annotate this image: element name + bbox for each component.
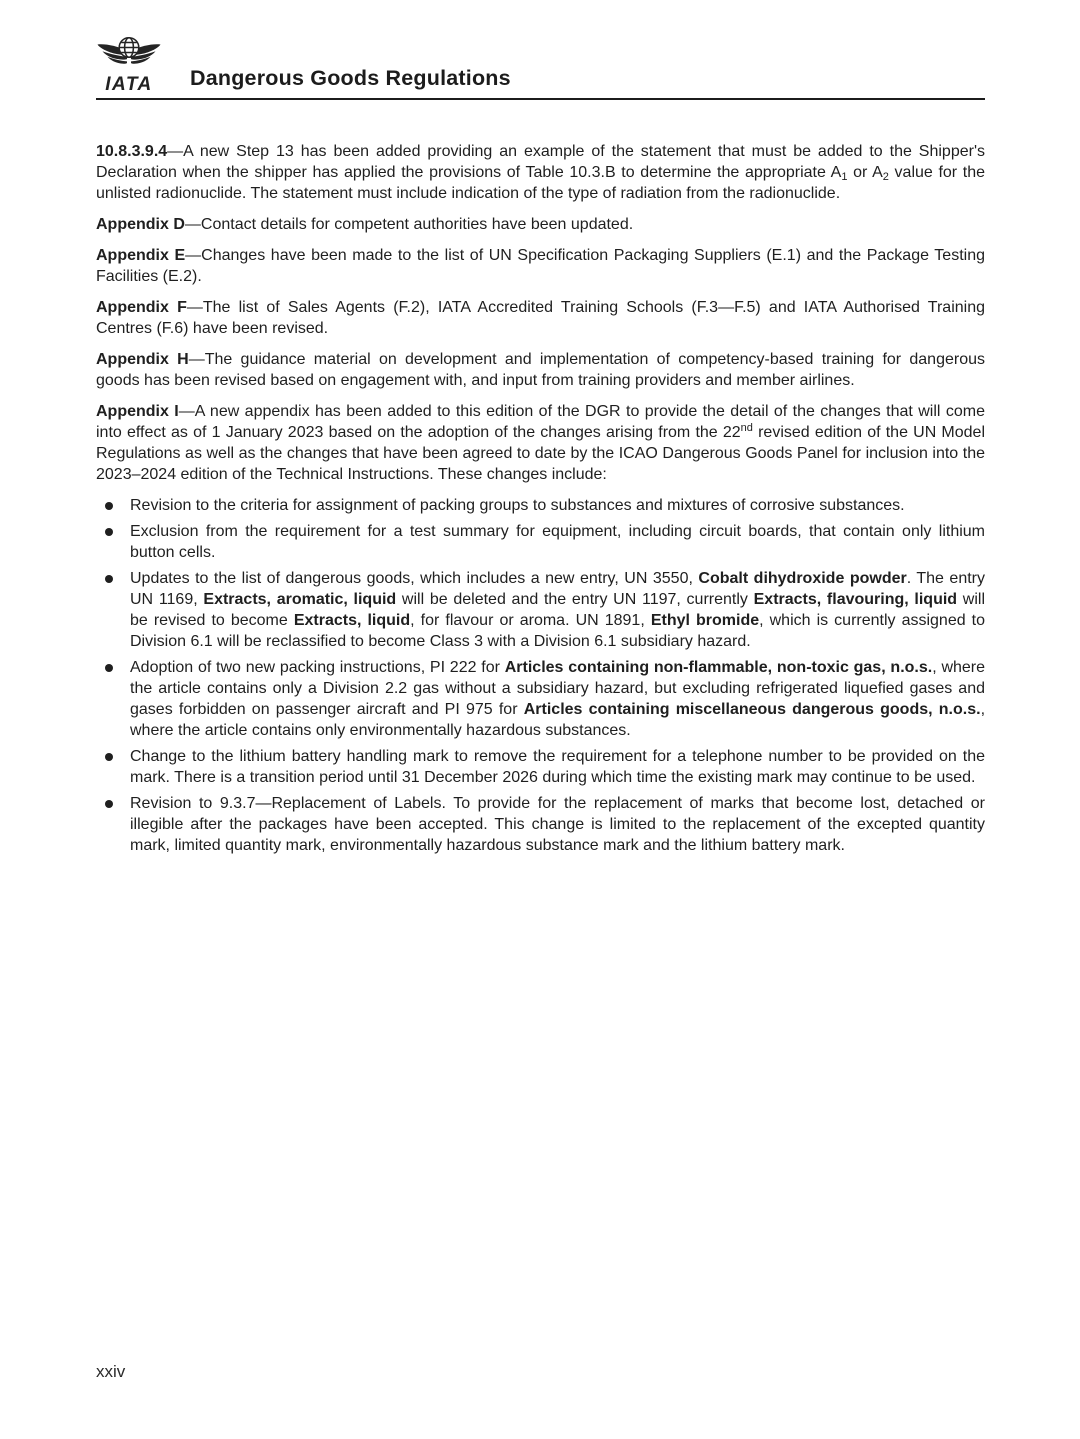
header-rule <box>96 98 985 100</box>
text-segment: Updates to the list of dangerous goods, which includes a new entry, UN 3550, <box>130 570 699 587</box>
text-segment: nd <box>740 422 753 434</box>
bullet-text <box>130 793 985 856</box>
text-segment: —A new appendix has been added to this edition of the DGR to provide the detail of the changes that will come into effect as of 1 January 2023 based on the adoption of the changes arising from the 22 <box>96 403 985 441</box>
text-segment: , where the article contains only environmentally hazardous substances. <box>130 701 986 739</box>
bullet-item <box>96 495 985 516</box>
bullet-icon <box>105 800 113 808</box>
paragraph <box>96 349 985 391</box>
text-segment: —The list of Sales Agents (F.2), IATA Accredited Training Schools (F.3—F.5) and IATA Authorised Training Centres (F.6) have been revised. <box>96 299 986 337</box>
paragraph <box>96 245 985 287</box>
bullet-item <box>96 521 985 563</box>
text-segment: , where the article contains only a Division 2.2 gas without a subsidiary hazard, but excluding refrigerated liquefied gases and gases forbidden on passenger aircraft and PI 975 for <box>130 659 986 718</box>
bullet-icon <box>105 528 113 536</box>
text-segment: Change to the lithium battery handling mark to remove the requirement for a telephone number to be provided on the mark. There is a transition period until 31 December 2026 during which time the existing mark may continue to be used. <box>130 748 985 786</box>
text-segment-bold: Appendix I <box>96 403 179 420</box>
text-segment: 2 <box>882 171 889 183</box>
bullet-icon <box>105 664 113 672</box>
bullet-text <box>130 657 985 741</box>
text-segment: Revision to 9.3.7—Replacement of Labels. To provide for the replacement of marks that become lost, detached or illegible after the packages have been accepted. This change is limited to the replacement of the excepted quantity mark, limited quantity mark, environmentally hazardous substance mark and the lithium battery mark. <box>130 795 985 854</box>
text-segment-bold: Extracts, flavouring, liquid <box>753 591 958 608</box>
iata-logo-text: IATA <box>105 74 153 95</box>
text-segment: or A <box>847 164 883 181</box>
content-area <box>96 0 985 861</box>
bullet-text <box>130 746 985 788</box>
text-segment-bold: 10.8.3.9.4 <box>96 143 168 160</box>
text-segment: value for the unlisted radionuclide. The statement must include indication of the type of radiation from the radionuclide. <box>96 164 985 202</box>
bullet-text <box>130 568 985 652</box>
text-segment: —A new Step 13 has been added providing an example of the statement that must be added to the Shipper's Declaration when the shipper has applied the provisions of Table 10.3.B to determine the appropriate A <box>96 143 985 181</box>
text-segment: —Changes have been made to the list of UN Specification Packaging Suppliers (E.1) and the Package Testing Facilities (E.2). <box>96 247 985 285</box>
bullet-icon <box>105 575 113 583</box>
text-segment: will be revised to become <box>130 591 986 629</box>
paragraph <box>96 297 985 339</box>
bullet-icon <box>105 502 113 510</box>
text-segment: 1 <box>841 171 848 183</box>
text-segment: . The entry UN 1169, <box>130 570 986 608</box>
text-segment-bold: Appendix H <box>96 351 189 368</box>
text-segment-bold: Ethyl bromide <box>650 612 760 629</box>
text-segment-bold: Appendix F <box>96 299 187 316</box>
text-segment-bold: Extracts, aromatic, liquid <box>203 591 397 608</box>
text-segment: —The guidance material on development and implementation of competency-based training for dangerous goods has been revised based on engagement with, and input from training providers and member airlines. <box>96 351 985 389</box>
document-body <box>96 141 985 856</box>
paragraph <box>96 141 985 204</box>
bullet-item <box>96 657 985 741</box>
text-segment-bold: Appendix E <box>96 247 186 264</box>
text-segment: Adoption of two new packing instructions, PI 222 for <box>130 659 505 676</box>
bullet-item <box>96 568 985 652</box>
iata-wings-globe-icon <box>96 36 162 74</box>
page-title: Dangerous Goods Regulations <box>190 66 511 90</box>
iata-logo <box>96 36 162 94</box>
text-segment: , for flavour or aroma. UN 1891, <box>410 612 651 629</box>
bullet-item <box>96 793 985 856</box>
page-header <box>96 0 985 94</box>
text-segment-bold: Appendix D <box>96 216 185 233</box>
bullet-icon <box>105 753 113 761</box>
text-segment: , which is currently assigned to Division 6.1 will be reclassified to become Class 3 with a Division 6.1 subsidiary hazard. <box>130 612 986 650</box>
text-segment: revised edition of the UN Model Regulations as well as the changes that have been agreed to date by the ICAO Dangerous Goods Panel for inclusion into the 2023–2024 edition of the Technical Instructions. These changes include: <box>96 424 986 483</box>
paragraph <box>96 214 985 235</box>
text-segment-bold: Extracts, liquid <box>293 612 411 629</box>
text-segment-bold: Cobalt dihydroxide powder <box>698 570 907 587</box>
text-segment: will be deleted and the entry UN 1197, currently <box>396 591 754 608</box>
text-segment-bold: Articles containing non-flammable, non-toxic gas, n.o.s. <box>504 659 933 676</box>
page-number: xxiv <box>96 1362 126 1381</box>
bullet-text <box>130 521 985 563</box>
paragraph <box>96 401 985 485</box>
text-segment: Exclusion from the requirement for a test summary for equipment, including circuit boards, that contain only lithium button cells. <box>130 523 985 561</box>
bullet-text <box>130 495 985 516</box>
text-segment: Revision to the criteria for assignment of packing groups to substances and mixtures of corrosive substances. <box>130 497 905 514</box>
bullet-item <box>96 746 985 788</box>
text-segment-bold: Articles containing miscellaneous dangerous goods, n.o.s. <box>523 701 981 718</box>
text-segment: —Contact details for competent authorities have been updated. <box>184 216 634 233</box>
